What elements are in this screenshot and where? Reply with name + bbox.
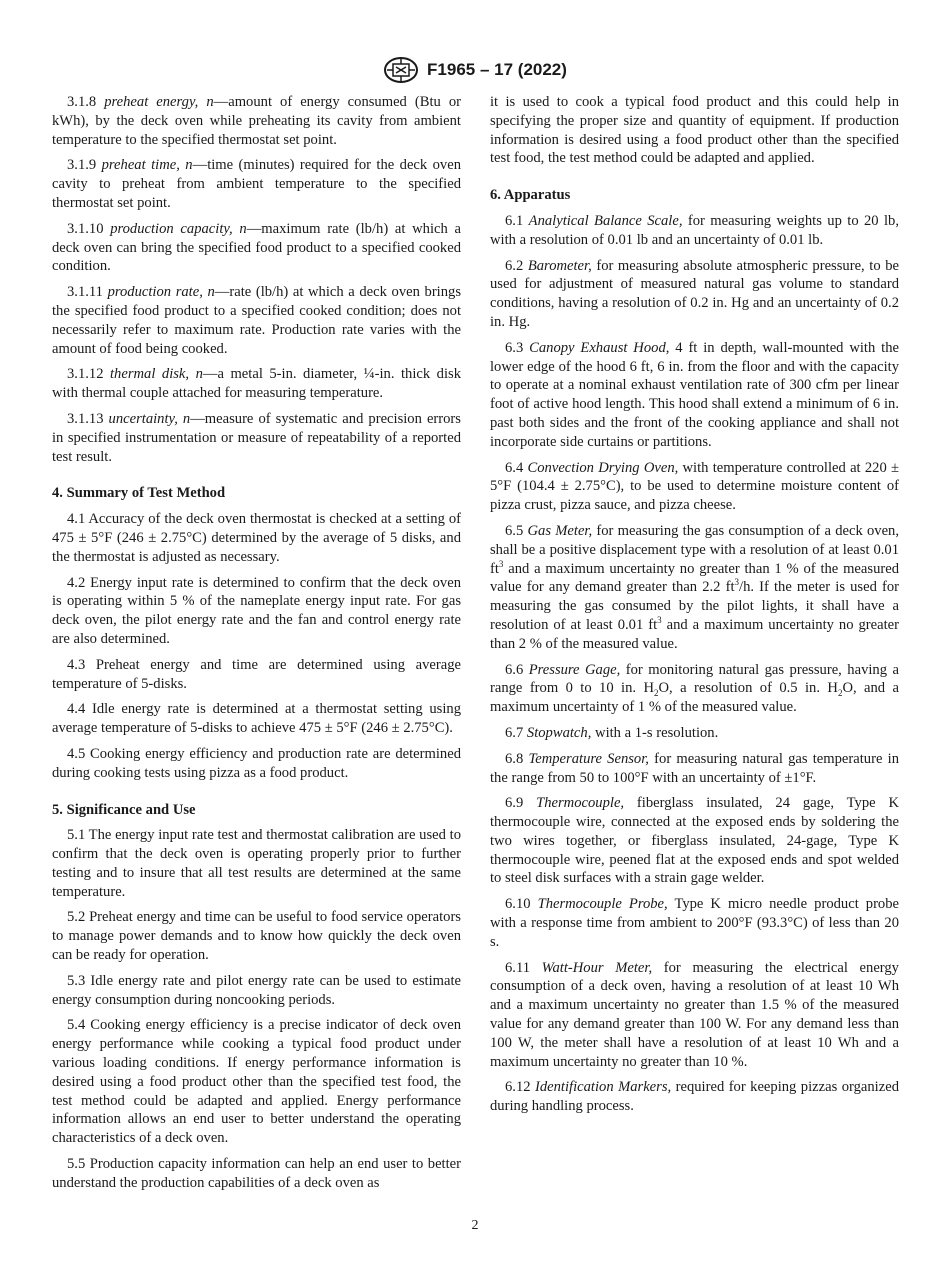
- definition-3-1-9: 3.1.9 preheat time, n—time (minutes) required for the deck oven cavity to preheat from ambient temperature to the specified thermostat set point.: [52, 157, 461, 211]
- apparatus-6-3: 6.3 Canopy Exhaust Hood, 4 ft in depth, wall-mounted with the lower edge of the hood 6 ft, 6 in. from the floor and with the capacity to operate at a nominal exhaust ventilation rate of 300 cfm per linear foot of active hood length. This hood shall extend a minimum of 6 in. past both sides and the front of the cooking appliance and shall not incorporate side curtains or partitions.: [490, 339, 899, 450]
- paragraph-5-5-continued: it is used to cook a typical food product and this could help in specifying the proper size and quantity of equipment. If production information is desired using a food product other than the specified test food, the test method could be adapted and applied.: [490, 94, 899, 167]
- right-column: [490, 93, 899, 1123]
- paragraph-5-2: 5.2 Preheat energy and time can be useful to food service operators to manage power demands and to know how quickly the deck oven can be ready for operation.: [52, 909, 461, 964]
- apparatus-6-10: 6.10 Thermocouple Probe, Type K micro needle product probe with a response time from ambient to 200°F (93.3°C) of less than 20 s.: [490, 896, 899, 950]
- section-4-heading: 4. Summary of Test Method: [52, 485, 226, 502]
- astm-logo-icon: [383, 56, 419, 84]
- paragraph-4-3: 4.3 Preheat energy and time are determined using average temperature of 5-disks.: [52, 656, 461, 692]
- apparatus-6-8: 6.8 Temperature Sensor, for measuring natural gas temperature in the range from 50 to 100°F with an uncertainty of ±1°F.: [490, 750, 899, 786]
- definition-3-1-10: 3.1.10 production capacity, n—maximum rate (lb/h) at which a deck oven can bring the specified food product to a specified cooked condition.: [52, 220, 461, 275]
- paragraph-5-1: 5.1 The energy input rate test and thermostat calibration are used to confirm that the deck oven is operating properly prior to further testing and to insure that all test results are determined at the same temperature.: [52, 827, 461, 900]
- page-header: [0, 55, 950, 85]
- apparatus-6-1: 6.1 Analytical Balance Scale, for measuring weights up to 20 lb, with a resolution of 0.01 lb and an uncertainty of 0.01 lb.: [490, 212, 900, 248]
- section-5-heading: 5. Significance and Use: [52, 801, 196, 818]
- paragraph-4-2: 4.2 Energy input rate is determined to confirm that the deck oven is operating within 5 % of the nameplate energy input rate. For gas deck oven, the pilot energy rate and the fan and control energy rate are also determined.: [52, 574, 461, 647]
- apparatus-6-6: 6.6 Pressure Gage, for monitoring natural gas pressure, having a range from 0 to 10 in. $H_2O$, a resolution of 0.5 in. $H_2O$, and a maximum uncertainty of 1 % of the measured value.: [490, 661, 899, 716]
- paragraph-4-5: 4.5 Cooking energy efficiency and production rate are determined during cooking tests using pizza as a food product.: [52, 745, 461, 781]
- paragraph-5-5: 5.5 Production capacity information can help an end user to better understand the production capabilities of a deck oven as: [52, 1156, 461, 1191]
- definition-3-1-12: 3.1.12 thermal disk, n—a metal 5-in. diameter, ¼-in. thick disk with thermal couple attached for measuring temperature.: [52, 366, 461, 402]
- section-6-heading: 6. Apparatus: [490, 187, 571, 204]
- definition-3-1-8: 3.1.8 preheat energy, n—amount of energy consumed (Btu or kWh), by the deck oven while preheating its cavity from ambient temperature to the specified thermostat set point.: [52, 94, 462, 148]
- apparatus-6-4: 6.4 Convection Drying Oven, with temperature controlled at 220 ± 5°F (104.4 ± 2.75°C), to be used to determine moisture content of pizza crust, pizza sauce, and pizza cheese.: [490, 459, 899, 514]
- definition-3-1-13: 3.1.13 uncertainty, n—measure of systematic and precision errors in specified instrumentation or measure of repeatability of a reported test result.: [52, 410, 461, 465]
- apparatus-6-9: 6.9 Thermocouple, fiberglass insulated, 24 gage, Type K thermocouple wire, connected at the exposed ends by soldering the two wires together, or fiberglass insulated, 24-gage, Type K thermocouple wire, peened flat at the exposed ends and spot welded to steel disk surfaces with a strain gage welder.: [490, 795, 900, 887]
- paragraph-4-1: 4.1 Accuracy of the deck oven thermostat is checked at a setting of 475 ± 5°F (246 ± 2.75°C) determined by the average of 5 disks, and the thermostat is adjusted as necessary.: [52, 511, 461, 565]
- definition-3-1-11: 3.1.11 production rate, n—rate (lb/h) at which a deck oven brings the specified food product to a specified cooked condition; does not necessarily refer to maximum rate. Production rate varies with the amount of food being cooked.: [52, 284, 462, 357]
- paragraph-5-4: 5.4 Cooking energy efficiency is a precise indicator of deck oven energy performance while cooking a typical food product under various loading conditions. If energy performance information is desired using a food product other than the specified test food, the test method could be adapted and applied. Energy performance information allows an end user to better understand the operating characteristics of a deck oven.: [52, 1017, 461, 1147]
- apparatus-6-2: 6.2 Barometer, for measuring absolute atmospheric pressure, to be used for adjustment of measured natural gas volume to standard conditions, having a resolution of 0.2 in. Hg and an uncertainty of 0.2 in. Hg.: [490, 257, 899, 330]
- apparatus-6-5: 6.5 Gas Meter, for measuring the gas consumption of a deck oven, shall be a positive displacement type with a resolution of at least 0.01 $ft^3$ and a maximum uncertainty no greater than 1 % of the measured value for any demand greater than 2.2 $ft^3/h$. If the meter is used for measuring the gas consumed by the pilot lights, it shall have a resolution of at least 0.01 $ft^3$ and a maximum uncertainty no greater than 2 % of the measured value.: [490, 522, 899, 652]
- paragraph-5-3: 5.3 Idle energy rate and pilot energy rate can be used to estimate energy consumption during noncooking periods.: [52, 972, 461, 1008]
- document-designation: F1965 – 17 (2022): [427, 60, 567, 79]
- apparatus-6-12: 6.12 Identification Markers, required for keeping pizzas organized during handling process.: [490, 1079, 899, 1115]
- left-column: [52, 93, 461, 1200]
- apparatus-6-11: 6.11 Watt-Hour Meter, for measuring the electrical energy consumption of a deck oven, having a resolution of at least 10 Wh and a maximum uncertainty no greater than 1.5 % of the measured value for any demand greater than 100 W. For any demand less than 100 W, the meter shall have a resolution of at least 10 Wh and a maximum uncertainty no greater than 10 %.: [490, 959, 899, 1070]
- page-number: 2: [471, 1218, 479, 1233]
- paragraph-4-4: 4.4 Idle energy rate is determined at a thermostat setting using average temperature of 5-disks to achieve 475 ± 5°F (246 ± 2.75°C).: [52, 701, 461, 737]
- apparatus-6-7: 6.7 Stopwatch, with a 1-s resolution.: [505, 724, 719, 741]
